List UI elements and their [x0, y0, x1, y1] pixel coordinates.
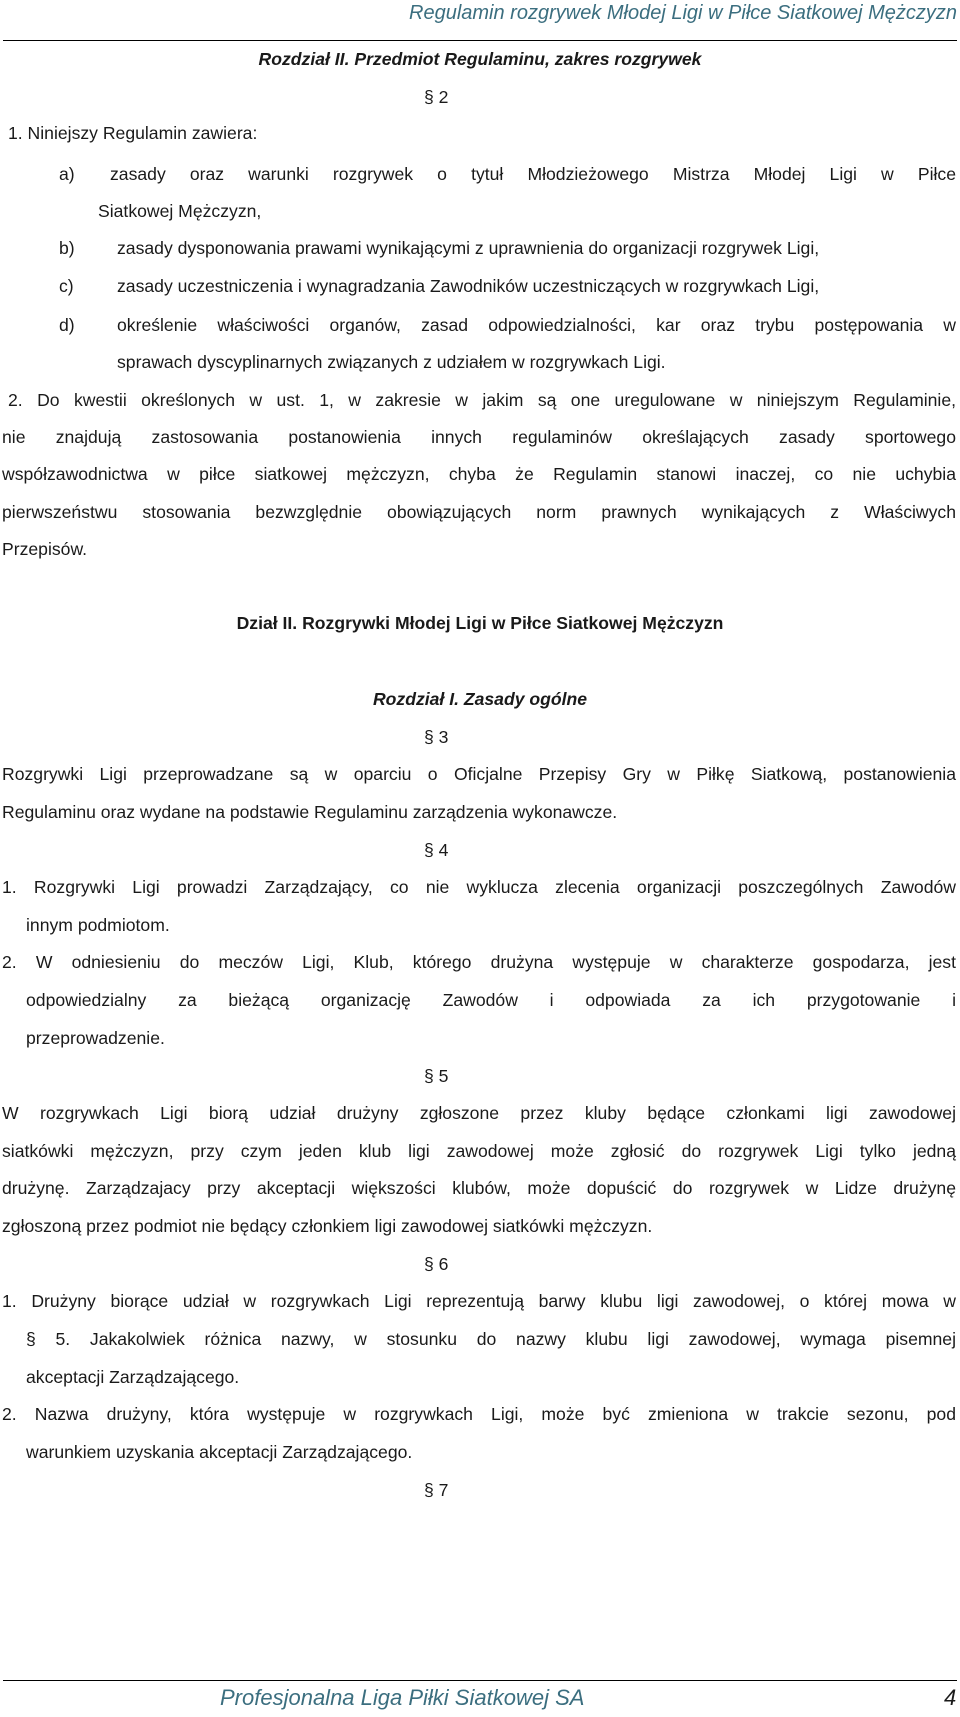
section-2-heading: § 2: [424, 87, 449, 107]
list-item-c-line-1: zasady uczestniczenia i wynagradzania Zawodników uczestniczących w rozgrywkach Ligi,: [117, 276, 820, 296]
paragraph-2-line-2: nie znajdują zastosowania postanowienia innych regulaminów określających zasady sportowego: [2, 427, 956, 447]
paragraph-1-intro: 1. Niniejszy Regulamin zawiera:: [8, 123, 258, 143]
section-5-heading: § 5: [424, 1066, 449, 1086]
section-4-p1-line-1: 1. Rozgrywki Ligi prowadzi Zarządzający, co nie wyklucza zlecenia organizacji poszczególnych Zawodów: [2, 877, 956, 897]
section-6-p1-line-3: akceptacji Zarządzającego.: [26, 1367, 240, 1387]
paragraph-2-line-4: pierwszeństwu stosowania bezwzględnie obowiązujących norm prawnych wynikających z Właściwych: [2, 502, 956, 522]
division-2-title: Dział II. Rozgrywki Młodej Ligi w Piłce Siatkowej Mężczyzn: [236, 613, 724, 633]
header-rule: [3, 40, 957, 41]
section-4-p1-line-2: innym podmiotom.: [26, 915, 170, 935]
section-4-heading: § 4: [424, 840, 449, 860]
section-4-p2-line-1: 2. W odniesieniu do meczów Ligi, Klub, którego drużyna występuje w charakterze gospodarza, jest: [2, 952, 956, 972]
list-item-a-line-2: Siatkowej Mężczyzn,: [98, 201, 262, 221]
section-4-p2-line-2: odpowiedzialny za bieżącą organizację Zawodów i odpowiada za ich przygotowanie i: [26, 990, 956, 1010]
paragraph-2-line-5: Przepisów.: [2, 539, 88, 559]
section-4-p2-line-3: przeprowadzenie.: [26, 1028, 165, 1048]
page-number: 4: [944, 1685, 957, 1710]
chapter-1-title: Rozdział I. Zasady ogólne: [372, 689, 588, 709]
section-6-p1-line-2: § 5. Jakakolwiek różnica nazwy, w stosunku do nazwy klubu ligi zawodowej, wymaga pisemnej: [26, 1329, 956, 1349]
section-7-heading: § 7: [424, 1480, 449, 1500]
section-5-line-1: W rozgrywkach Ligi biorą udział drużyny zgłoszone przez kluby będące członkami ligi zawodowej: [2, 1103, 956, 1123]
list-item-d-line-2: sprawach dyscyplinarnych związanych z udziałem w rozgrywkach Ligi.: [117, 352, 666, 372]
list-item-marker: a): [59, 164, 75, 184]
running-header: Regulamin rozgrywek Młodej Ligi w Piłce Siatkowej Mężczyzn: [409, 2, 957, 24]
list-item-marker: c): [59, 276, 74, 296]
list-item-a-line-1: zasady oraz warunki rozgrywek o tytuł Młodzieżowego Mistrza Młodej Ligi w Piłce: [110, 164, 956, 184]
section-5-line-3: drużynę. Zarządzajacy przy akceptacji większości klubów, może dopuścić do rozgrywek w Lidze drużynę: [2, 1178, 956, 1198]
section-6-p2-line-1: 2. Nazwa drużyny, która występuje w rozgrywkach Ligi, może być zmieniona w trakcie sezonu, pod: [2, 1404, 956, 1424]
list-item-d-line-1: określenie właściwości organów, zasad odpowiedzialności, kar oraz trybu postępowania w: [117, 315, 956, 335]
list-item-marker: d): [59, 315, 75, 335]
paragraph-2-line-3: współzawodnictwa w piłce siatkowej mężczyzn, chyba że Regulamin stanowi inaczej, co nie uchybia: [2, 464, 956, 484]
section-6-heading: § 6: [424, 1254, 449, 1274]
section-6-p2-line-2: warunkiem uzyskania akceptacji Zarządzającego.: [26, 1442, 413, 1462]
footer-rule: [3, 1680, 957, 1681]
footer-organization: Profesjonalna Liga Piłki Siatkowej SA: [220, 1685, 585, 1710]
chapter-2-title: Rozdział II. Przedmiot Regulaminu, zakres rozgrywek: [258, 49, 702, 69]
section-6-p1-line-1: 1. Drużyny biorące udział w rozgrywkach Ligi reprezentują barwy klubu ligi zawodowej, o której mowa w: [2, 1291, 956, 1311]
list-item-b-line-1: zasady dysponowania prawami wynikającymi z uprawnienia do organizacji rozgrywek Ligi,: [117, 238, 820, 258]
section-3-heading: § 3: [424, 727, 449, 747]
paragraph-2-line-1: 2. Do kwestii określonych w ust. 1, w zakresie w jakim są one uregulowane w niniejszym Regulaminie,: [8, 390, 956, 410]
section-3-line-1: Rozgrywki Ligi przeprowadzane są w oparciu o Oficjalne Przepisy Gry w Piłkę Siatkową, postanowienia: [2, 764, 956, 784]
list-item-marker: b): [59, 238, 75, 258]
section-5-line-2: siatkówki mężczyzn, przy czym jeden klub ligi zawodowej może zgłosić do rozgrywek Ligi tylko jedną: [2, 1141, 956, 1161]
section-5-line-4: zgłoszoną przez podmiot nie będący członkiem ligi zawodowej siatkówki mężczyzn.: [2, 1216, 653, 1236]
section-3-line-2: Regulaminu oraz wydane na podstawie Regulaminu zarządzenia wykonawcze.: [2, 802, 618, 822]
